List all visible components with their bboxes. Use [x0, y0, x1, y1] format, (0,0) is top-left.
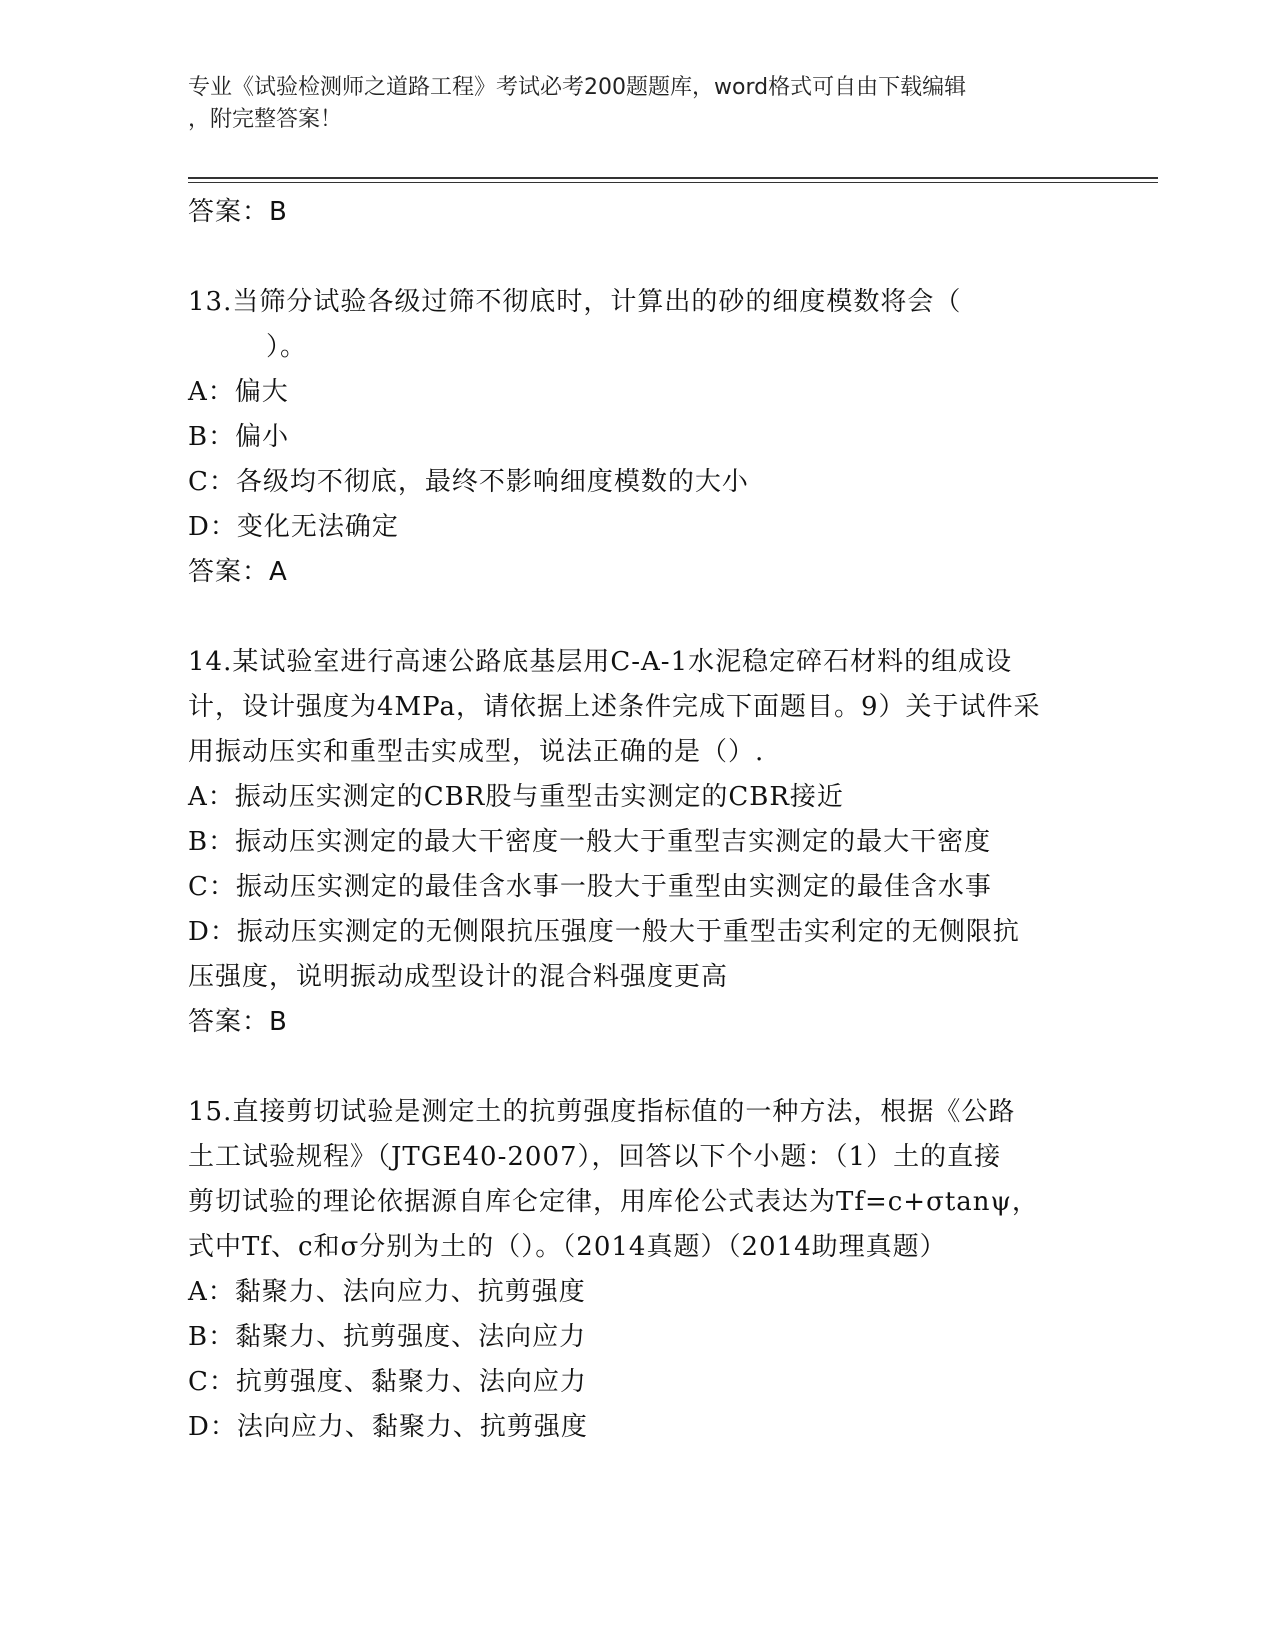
header-divider: [188, 177, 1158, 183]
question-13-stem-line1: 13.当筛分试验各级过筛不彻底时，计算出的砂的细度模数将会（: [188, 287, 962, 317]
question-15-option-a: A：黏聚力、法向应力、抗剪强度: [188, 1277, 586, 1307]
spacer: [188, 235, 1088, 280]
question-14-stem-line2: 计，设计强度为4MPa，请依据上述条件完成下面题目。9）关于试件采: [188, 692, 1041, 722]
header-title-line2: ，附完整答案！: [188, 107, 343, 132]
question-14-option-d: D：振动压实测定的无侧限抗压强度一般大于重型击实利定的无侧限抗: [188, 917, 1020, 947]
question-13: [188, 280, 1088, 595]
question-13-option-a: A：偏大: [188, 377, 289, 407]
question-13-option-c: C：各级均不彻底，最终不影响细度模数的大小: [188, 467, 749, 497]
header-title-line1: 专业《试验检测师之道路工程》考试必考200题题库，word格式可自由下载编辑: [188, 75, 967, 100]
question-15-option-b: B：黏聚力、抗剪强度、法向应力: [188, 1322, 587, 1352]
question-14-stem-line3: 用振动压实和重型击实成型，说法正确的是（）.: [188, 737, 765, 767]
question-14-option-b: B：振动压实测定的最大干密度一般大于重型吉实测定的最大干密度: [188, 827, 992, 857]
spacer: [188, 1045, 1088, 1090]
question-15-option-c: C：抗剪强度、黏聚力、法向应力: [188, 1367, 587, 1397]
page-header: [188, 72, 1088, 136]
question-15-stem-line2: 土工试验规程》（JTGE40-2007），回答以下个小题：（1）土的直接: [188, 1142, 1002, 1172]
question-13-stem-line2: ）。: [266, 332, 308, 362]
question-13-option-d: D：变化无法确定: [188, 512, 399, 542]
question-13-option-b: B：偏小: [188, 422, 290, 452]
spacer: [188, 595, 1088, 640]
question-14-option-a: A：振动压实测定的CBR股与重型击实测定的CBR接近: [188, 782, 844, 812]
question-15-stem-line1: 15.直接剪切试验是测定土的抗剪强度指标值的一种方法，根据《公路: [188, 1097, 1016, 1127]
question-14-option-c: C：振动压实测定的最佳含水事一股大于重型由实测定的最佳含水事: [188, 872, 992, 902]
question-14-option-d-continued: 压强度，说明振动成型设计的混合料强度更高: [188, 962, 729, 992]
question-13-answer: 答案：A: [188, 557, 288, 587]
question-15-stem-line4: 式中Tf、c和σ分别为土的（）。（2014真题）（2014助理真题）: [188, 1232, 947, 1262]
question-15-option-d: D：法向应力、黏聚力、抗剪强度: [188, 1412, 588, 1442]
question-14: [188, 640, 1088, 1045]
question-14-stem-line1: 14.某试验室进行高速公路底基层用C-A-1水泥稳定碎石材料的组成设: [188, 647, 1013, 677]
question-15: [188, 1090, 1088, 1450]
previous-answer: 答案：B: [188, 197, 288, 227]
question-content: [188, 190, 1088, 1450]
question-15-stem-line3: 剪切试验的理论依据源自库仑定律，用库伦公式表达为Tf=c+σtanψ，: [188, 1187, 1039, 1217]
question-14-answer: 答案：B: [188, 1007, 288, 1037]
